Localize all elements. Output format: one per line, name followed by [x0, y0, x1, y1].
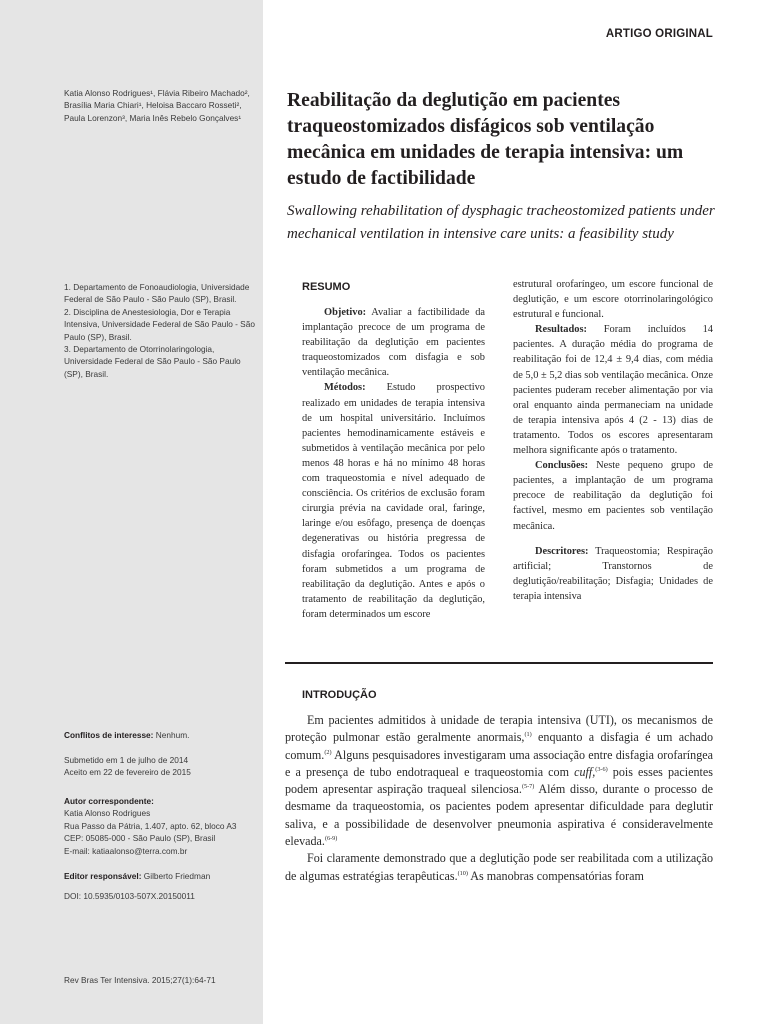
journal-citation-footer: Rev Bras Ter Intensiva. 2015;27(1):64-71: [64, 975, 216, 985]
objective-label: Objetivo:: [324, 307, 367, 318]
abstract-column-right: [513, 277, 713, 604]
introduction-heading: INTRODUÇÃO: [302, 689, 377, 701]
intro-paragraph-2: [285, 850, 713, 885]
corresponding-author: [64, 795, 256, 857]
intro-p2-a: Foi claramente demonstrado que a deglutição pode ser reabilitada com a utilização de algumas estratégias terapêuticas.: [285, 851, 713, 883]
submission-dates: [64, 754, 256, 779]
author-list: Katia Alonso Rodrigues¹, Flávia Ribeiro Machado², Brasília Maria Chiari¹, Heloisa Baccaro Rosseti², Paula Lorenzon³, Maria Inês Rebelo Gonçalves¹: [64, 88, 250, 123]
submitted-date: Submetido em 1 de julho de 2014: [64, 755, 189, 765]
corresponding-name: Katia Alonso Rodrigues: [64, 808, 151, 819]
intro-p1-b: enquanto a disfagia é um achado comum.: [285, 730, 713, 762]
affiliation-2: 2. Disciplina de Anestesiologia, Dor e Terapia Intensiva, Universidade Federal de São Paulo - São Paulo (SP), Brasil.: [64, 306, 255, 342]
affiliation-3: 3. Departamento de Otorrinolaringologia, Universidade Federal de São Paulo - São Paulo (SP), Brasil.: [64, 344, 241, 379]
citation-ref: (6-9): [324, 835, 338, 843]
citation-ref: (1): [524, 731, 532, 739]
descriptors-label: Descritores:: [535, 545, 589, 557]
corresponding-address: Rua Passo da Pátria, 1.407, apto. 62, bloco A3: [64, 820, 237, 831]
objective-text: Avaliar a factibilidade da implantação precoce de um programa de reabilitação da deglutição em pacientes traqueostomizados com disfagia e sob ventilação mecânica.: [302, 307, 485, 379]
corresponding-postal: CEP: 05085-000 - São Paulo (SP), Brasil: [64, 833, 216, 844]
abstract-objective: [302, 305, 485, 380]
abstract-conclusions: [513, 458, 713, 533]
intro-p1-d: pois esses pacientes podem apresentar aspiração traqueal silenciosa.: [285, 764, 713, 797]
editor-label: Editor responsável:: [64, 871, 142, 881]
intro-p1-a: Em pacientes admitidos à unidade de terapia intensiva (UTI), os mecanismos de proteção pulmonar estão geralmente anormais,: [285, 713, 713, 745]
affiliation-1: 1. Departamento de Fonoaudiologia, Universidade Federal de São Paulo - São Paulo (SP), Brasil.: [64, 282, 250, 305]
conclusions-text: Neste pequeno grupo de pacientes, a implantação de um programa precoce de reabilitação da deglutição foi factível, mesmo em pacientes sob ventilação mecânica.: [513, 460, 713, 532]
results-label: Resultados:: [535, 324, 587, 336]
methods-text: Estudo prospectivo realizado em unidades de terapia intensiva de um hospital universitário. Incluímos pacientes hemodinamicamente estáveis e submetidos à ventilação mecânica por pelo menos 48 horas e há no mínimo 48 horas com traqueostomia e nível adequado de consciência. Os critérios de exclusão foram cirurgia prévia na cavidade oral, faringe, laringe e/ou esôfago, presença de doenças degenerativas ou história pregressa de disfagia orofaríngea. Todos os pacientes foram submetidos a um programa de reabilitação da deglutição. Antes e após o tratamento de reabilitação da deglutição, foram determinados um escore: [302, 382, 485, 620]
intro-p2-b: As manobras compensatórias foram: [467, 868, 644, 883]
conflicts-label: Conflitos de interesse:: [64, 730, 154, 740]
conclusions-label: Conclusões:: [535, 460, 589, 472]
corresponding-label: Autor correspondente:: [64, 796, 154, 806]
section-divider: [285, 662, 713, 664]
article-english-title: Swallowing rehabilitation of dysphagic tracheostomized patients under mechanical ventilation in intensive care units: a feasibility study: [287, 203, 715, 242]
abstract-column-left: [302, 305, 485, 622]
results-text: Foram incluídos 14 pacientes. A duração média do programa de reabilitação foi de 12,4 ± 9,4 dias, com média de 5,0 ± 5,2 dias sob ventilação mecânica. Onze pacientes puderam receber alimentação por via oral enquanto ainda permaneciam na unidade de terapia intensiva após 4 (2 - 13) dias de tratamento. Todos os escores apresentaram melhora significante após o tratamento.: [513, 324, 713, 457]
abstract-results: [513, 322, 713, 458]
descriptors-text: Traqueostomia; Respiração artificial; Transtornos de deglutição/reabilitação; Disfagia; Unidades de terapia intensiva: [513, 545, 713, 602]
article-title: Reabilitação da deglutição em pacientes traqueostomizados disfágicos sob ventilação mecânica em unidades de terapia intensiva: um estudo de factibilidade: [287, 90, 684, 189]
editor-value: Gilberto Friedman: [143, 871, 211, 881]
intro-p1-e: Além disso, durante o processo de desmame da traqueostomia, os pacientes podem apresentar dificuldade para deglutir saliva, e a possibilidade de desenvolver pneumonia aspirativa é consideravelmente elevada.: [285, 782, 713, 849]
abstract-methods: [302, 380, 485, 622]
conflicts-of-interest: [64, 729, 256, 741]
intro-paragraph-1: [285, 712, 713, 850]
intro-cuff-term: cuff,: [574, 764, 596, 779]
intro-p1-c: Alguns pesquisadores investigaram uma associação entre disfagia orofaríngea e a presença de tubo endotraqueal e traqueostomia com: [285, 747, 713, 779]
citation-ref: (10): [457, 869, 468, 877]
corresponding-email: E-mail: katiaalonso@terra.com.br: [64, 845, 188, 856]
accepted-date: Aceito em 22 de fevereiro de 2015: [64, 767, 191, 778]
citation-ref: (5-7): [521, 783, 535, 791]
citation-ref: (2): [324, 748, 332, 756]
methods-label: Métodos:: [324, 382, 366, 394]
citation-ref: (3-6): [595, 765, 608, 773]
section-tag: ARTIGO ORIGINAL: [605, 28, 713, 40]
affiliations: [64, 281, 256, 380]
abstract-descriptors: [513, 544, 713, 604]
abstract-methods-continued: estrutural orofaríngeo, um escore funcional de deglutição, e um escore otorrinolaringológico estrutural e funcional.: [513, 279, 713, 321]
conflicts-value: Nenhum.: [155, 730, 190, 740]
introduction-body: [285, 712, 713, 885]
responsible-editor: [64, 870, 256, 882]
doi: DOI: 10.5935/0103-507X.20150011: [64, 891, 195, 901]
abstract-heading: RESUMO: [302, 281, 351, 293]
